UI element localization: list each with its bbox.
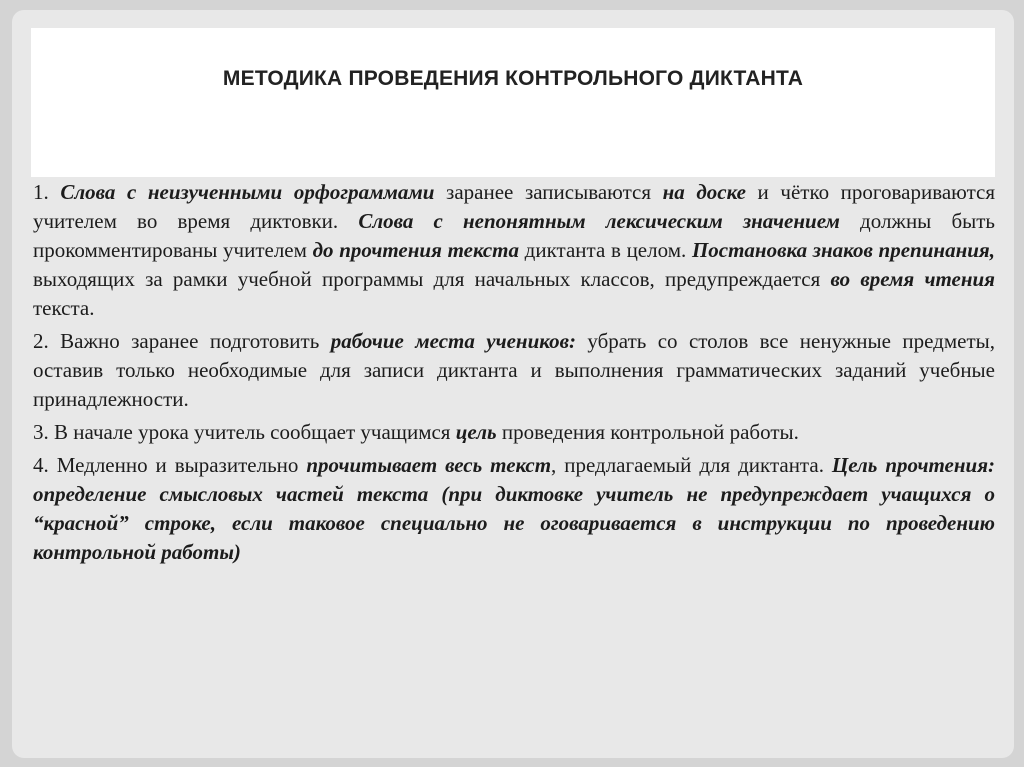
text: выходящих за рамки учебной программы для начальных классов, предупреждается — [33, 267, 831, 291]
emphasis: Слова с неизученными орфограммами — [60, 180, 435, 204]
text: проведения контрольной работы. — [496, 420, 799, 444]
text: 3. В начале урока учитель сообщает учащимся — [33, 420, 456, 444]
text: текста. — [33, 296, 95, 320]
emphasis: Слова с непонятным лексическим значением — [358, 209, 840, 233]
text: должны быть прокомментированы учителем — [33, 209, 995, 262]
paragraph-2 — [33, 327, 995, 414]
title-box — [31, 28, 995, 177]
text: заранее записываются — [434, 180, 663, 204]
emphasis: прочитывает весь текст — [306, 453, 552, 477]
emphasis: рабочие места учеников: — [330, 329, 576, 353]
text: и чётко проговариваются учителем во время диктовки. — [33, 180, 995, 233]
paragraph-3 — [33, 418, 995, 447]
paragraph-1 — [33, 178, 995, 323]
text: 4. Медленно и выразительно — [33, 453, 307, 477]
emphasis: Постановка знаков препинания, — [691, 238, 995, 262]
emphasis: до прочтения текста — [312, 238, 519, 262]
text: диктанта в целом. — [518, 238, 692, 262]
emphasis: Цель прочтения: определение смысловых частей текста (при диктовке учитель не предупреждает учащихся о “красной” строке, если таковое специально не оговаривается в инструкции по проведению контрольной работы) — [33, 453, 996, 564]
text: 1. — [33, 180, 61, 204]
emphasis: цель — [455, 420, 497, 444]
text: , предлагаемый для диктанта. — [551, 453, 832, 477]
text: 2. Важно заранее подготовить — [33, 329, 331, 353]
emphasis: во время чтения — [830, 267, 995, 291]
slide-title: МЕТОДИКА ПРОВЕДЕНИЯ КОНТРОЛЬНОГО ДИКТАНТА — [222, 67, 804, 90]
text: убрать со столов все ненужные предметы, оставив только необходимые для записи диктанта и выполнения грамматических заданий учебные принадлежности. — [33, 329, 995, 411]
emphasis: на доске — [662, 180, 746, 204]
slide-content — [33, 178, 995, 571]
paragraph-4 — [33, 451, 995, 567]
